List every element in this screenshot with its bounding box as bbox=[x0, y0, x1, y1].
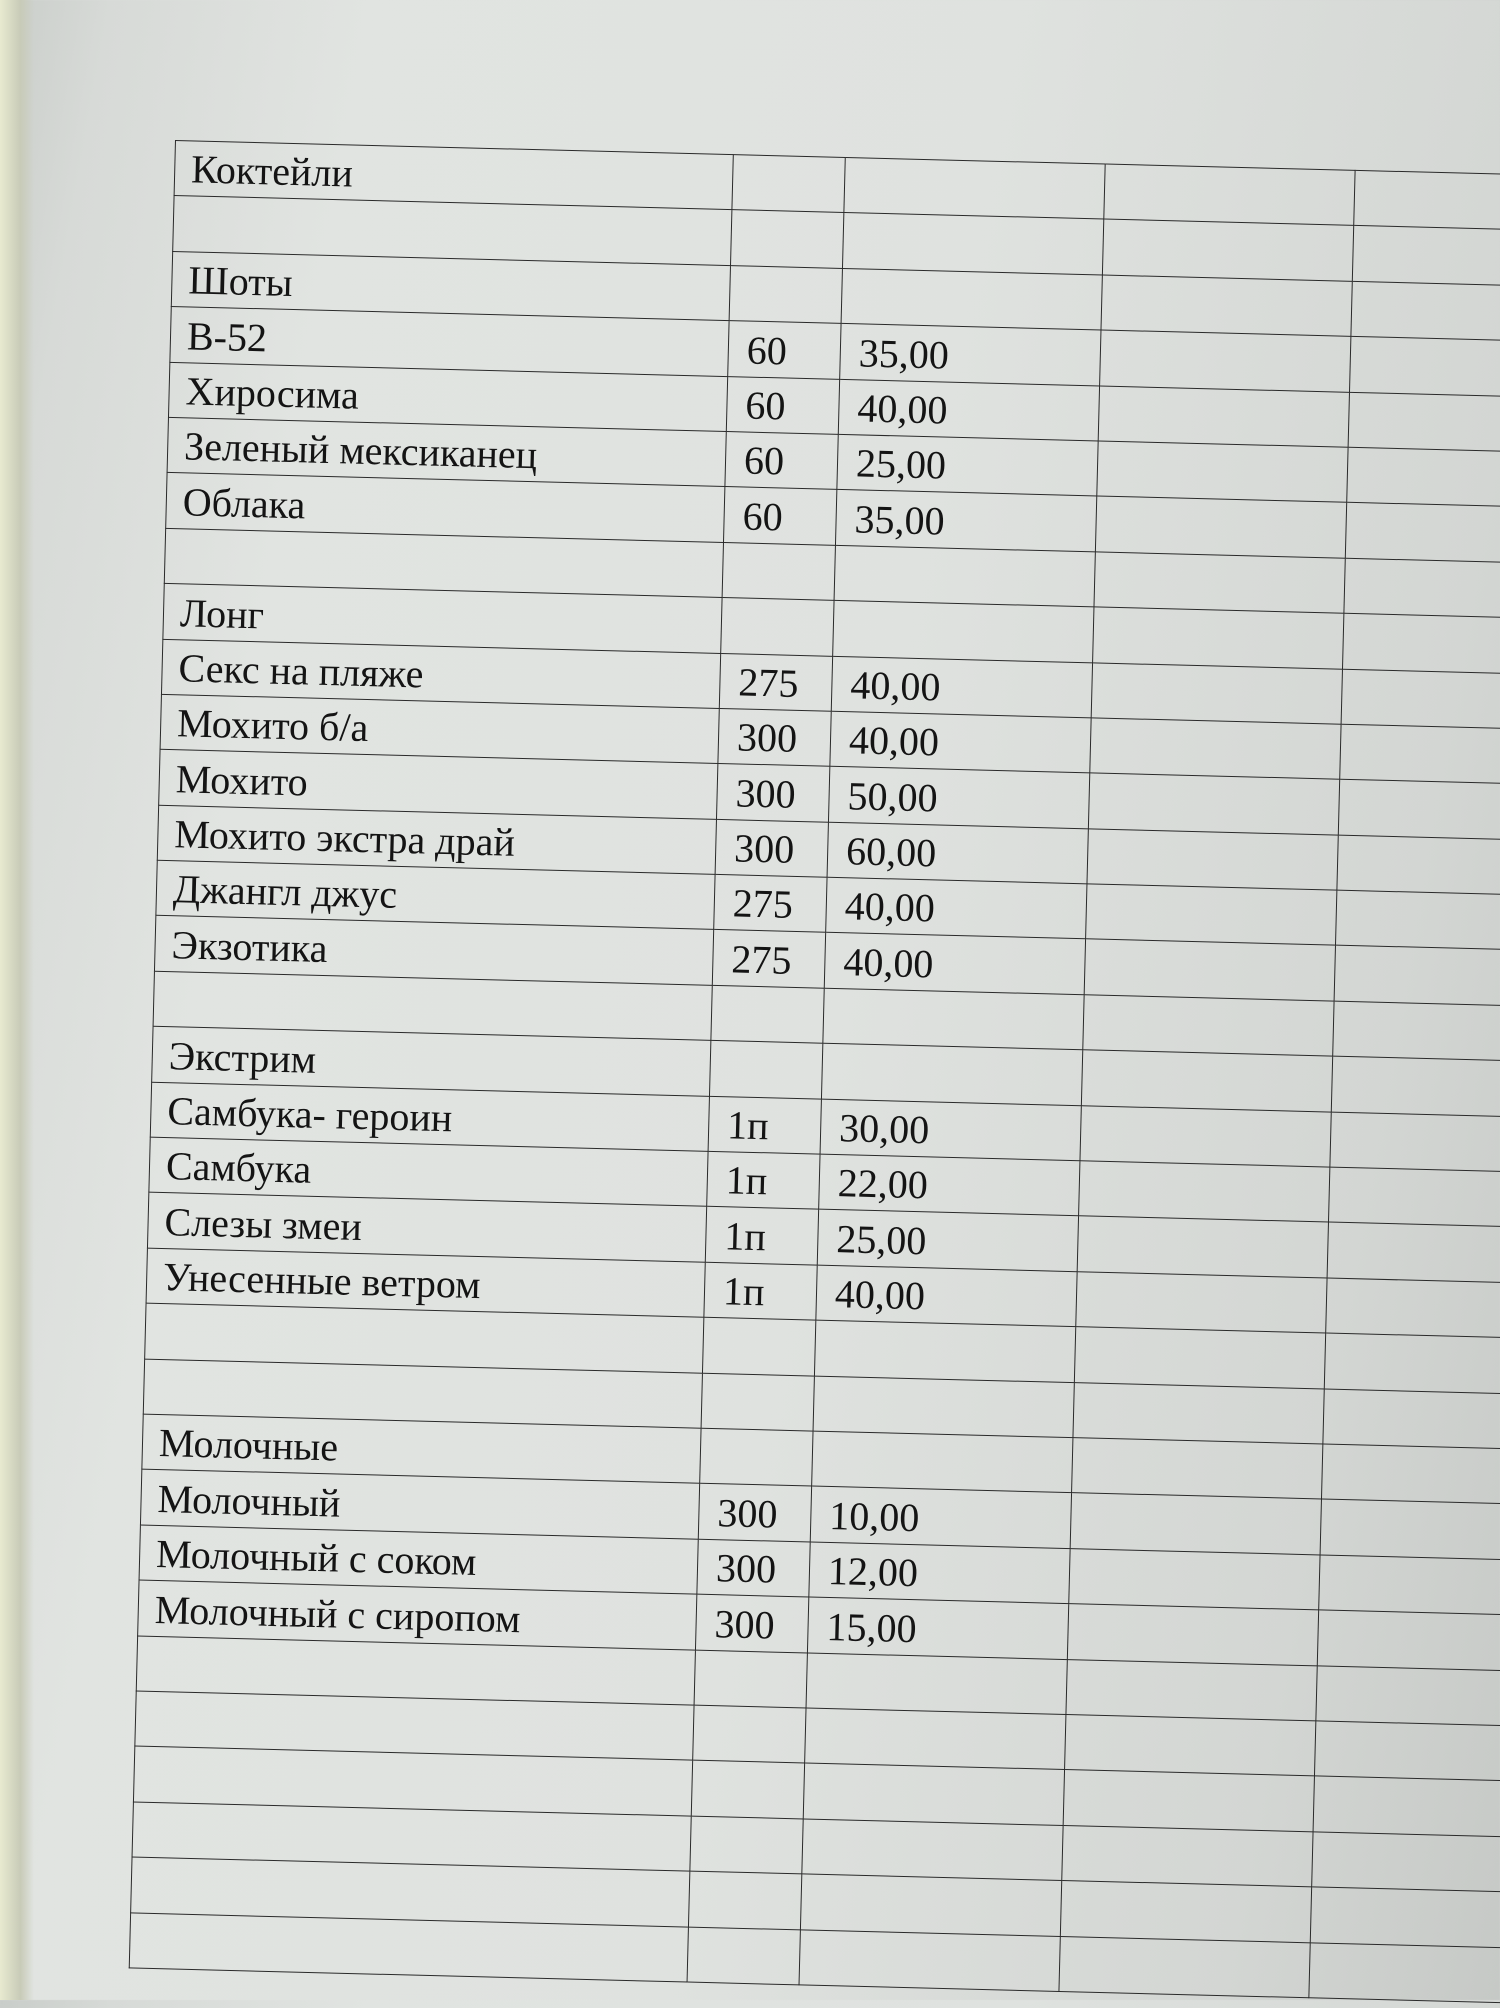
empty-cell bbox=[1065, 1714, 1316, 1776]
item-price-cell: 10,00 bbox=[810, 1486, 1071, 1548]
menu-sheet bbox=[129, 140, 1500, 2008]
empty-cell bbox=[1077, 1216, 1328, 1278]
item-name-cell: Молочный с сиропом bbox=[138, 1580, 697, 1649]
item-price-cell bbox=[833, 600, 1094, 662]
item-volume-cell: 60 bbox=[728, 321, 841, 379]
item-volume-cell: 300 bbox=[698, 1484, 811, 1542]
item-price-cell bbox=[800, 1874, 1061, 1936]
item-volume-cell: 300 bbox=[697, 1539, 810, 1597]
empty-cell bbox=[1091, 662, 1342, 724]
item-name-cell: Слезы змеи bbox=[147, 1193, 706, 1262]
cocktail-menu-table bbox=[129, 140, 1500, 2008]
item-volume-cell bbox=[687, 1927, 800, 1985]
item-volume-cell bbox=[709, 1041, 822, 1099]
menu-table-body bbox=[129, 141, 1500, 2008]
item-price-cell bbox=[805, 1708, 1066, 1770]
item-price-cell: 40,00 bbox=[826, 877, 1087, 939]
item-volume-cell bbox=[690, 1816, 803, 1874]
empty-cell bbox=[1066, 1659, 1317, 1721]
item-price-cell: 40,00 bbox=[816, 1265, 1077, 1327]
item-price-cell: 22,00 bbox=[819, 1154, 1080, 1216]
item-volume-cell: 1п bbox=[708, 1096, 821, 1154]
empty-cell bbox=[1074, 1327, 1325, 1389]
item-volume-cell: 300 bbox=[695, 1594, 808, 1652]
empty-cell bbox=[1063, 1770, 1314, 1832]
item-price-cell: 12,00 bbox=[809, 1542, 1070, 1604]
item-price-cell bbox=[813, 1376, 1074, 1438]
item-name-cell: Мохито экстра драй bbox=[157, 805, 716, 874]
item-price-cell bbox=[842, 213, 1103, 275]
item-volume-cell: 60 bbox=[726, 376, 839, 434]
empty-cell bbox=[1086, 884, 1337, 946]
empty-cell bbox=[1073, 1382, 1324, 1444]
empty-cell bbox=[1067, 1604, 1318, 1666]
item-name-cell: B-52 bbox=[170, 307, 729, 376]
item-name-cell: Унесенные ветром bbox=[146, 1248, 705, 1317]
item-volume-cell: 60 bbox=[723, 487, 836, 545]
item-name-cell: Экстрим bbox=[152, 1026, 711, 1095]
item-volume-cell bbox=[721, 598, 834, 656]
item-volume-cell bbox=[688, 1871, 801, 1929]
empty-cell bbox=[1069, 1548, 1320, 1610]
item-name-cell: Джангл джус bbox=[156, 860, 715, 929]
item-volume-cell: 275 bbox=[712, 930, 825, 988]
item-name-cell: Молочный с соком bbox=[139, 1525, 698, 1594]
empty-cell bbox=[1079, 1161, 1330, 1223]
item-volume-cell bbox=[729, 265, 842, 323]
item-volume-cell bbox=[701, 1373, 814, 1431]
item-volume-cell: 60 bbox=[725, 431, 838, 489]
item-price-cell: 40,00 bbox=[838, 379, 1099, 441]
item-price-cell: 15,00 bbox=[807, 1597, 1068, 1659]
item-name-cell: Экзотика bbox=[154, 916, 713, 985]
item-volume-cell: 300 bbox=[718, 708, 831, 766]
item-price-cell bbox=[802, 1819, 1063, 1881]
empty-cell bbox=[1098, 386, 1349, 448]
item-volume-cell: 300 bbox=[715, 819, 828, 877]
item-price-cell bbox=[814, 1320, 1075, 1382]
empty-cell bbox=[1094, 552, 1345, 614]
empty-cell bbox=[1097, 441, 1348, 503]
item-volume-cell bbox=[693, 1705, 806, 1763]
empty-cell bbox=[1309, 1942, 1500, 2007]
item-name-cell: Шоты bbox=[171, 251, 730, 320]
item-price-cell bbox=[841, 268, 1102, 330]
item-price-cell: 40,00 bbox=[824, 933, 1085, 995]
empty-cell bbox=[1062, 1825, 1313, 1887]
item-name-cell: Молочный bbox=[140, 1469, 699, 1538]
empty-cell bbox=[1081, 1050, 1332, 1112]
item-name-cell: Самбука bbox=[149, 1137, 708, 1206]
item-price-cell bbox=[821, 1043, 1082, 1105]
item-volume-cell bbox=[731, 210, 844, 268]
item-price-cell: 50,00 bbox=[828, 767, 1089, 829]
empty-cell bbox=[1095, 496, 1346, 558]
item-volume-cell bbox=[722, 542, 835, 600]
item-name-cell: Хиросима bbox=[168, 362, 727, 431]
item-volume-cell: 1п bbox=[705, 1207, 818, 1265]
empty-cell bbox=[1102, 219, 1353, 281]
item-name-cell: Облака bbox=[166, 473, 725, 542]
item-name-cell: Молочные bbox=[142, 1414, 701, 1483]
item-price-cell bbox=[844, 157, 1105, 219]
empty-cell bbox=[1076, 1272, 1327, 1334]
item-name-cell: Коктейли bbox=[174, 141, 733, 210]
empty-cell bbox=[1084, 939, 1335, 1001]
item-name-cell: Лонг bbox=[163, 583, 722, 652]
item-price-cell: 30,00 bbox=[820, 1099, 1081, 1161]
item-volume-cell bbox=[732, 155, 845, 213]
item-volume-cell bbox=[700, 1428, 813, 1486]
empty-cell bbox=[1070, 1493, 1321, 1555]
item-price-cell: 25,00 bbox=[837, 434, 1098, 496]
empty-cell bbox=[1101, 275, 1352, 337]
item-price-cell bbox=[823, 988, 1084, 1050]
item-price-cell: 35,00 bbox=[840, 324, 1101, 386]
item-volume-cell bbox=[711, 985, 824, 1043]
empty-cell bbox=[1093, 607, 1344, 669]
item-name-cell: Зеленый мексиканец bbox=[167, 417, 726, 486]
item-volume-cell: 1п bbox=[704, 1262, 817, 1320]
empty-cell bbox=[1072, 1438, 1323, 1500]
item-name-cell: Мохито б/а bbox=[160, 694, 719, 763]
empty-cell bbox=[1083, 995, 1334, 1057]
item-price-cell: 25,00 bbox=[817, 1210, 1078, 1272]
empty-cell bbox=[1087, 829, 1338, 891]
item-price-cell bbox=[806, 1653, 1067, 1715]
item-price-cell: 40,00 bbox=[831, 656, 1092, 718]
item-price-cell bbox=[803, 1763, 1064, 1825]
item-price-cell: 35,00 bbox=[835, 490, 1096, 552]
item-volume-cell bbox=[691, 1760, 804, 1818]
empty-cell bbox=[1100, 330, 1351, 392]
item-price-cell bbox=[799, 1929, 1060, 1991]
item-name-cell: Мохито bbox=[159, 750, 718, 819]
empty-cell bbox=[1060, 1881, 1311, 1943]
item-volume-cell bbox=[702, 1317, 815, 1375]
item-volume-cell: 275 bbox=[714, 874, 827, 932]
empty-cell bbox=[1088, 773, 1339, 835]
empty-cell bbox=[1059, 1936, 1310, 1998]
item-price-cell bbox=[834, 545, 1095, 607]
item-volume-cell bbox=[694, 1650, 807, 1708]
item-volume-cell: 275 bbox=[719, 653, 832, 711]
empty-cell bbox=[1090, 718, 1341, 780]
item-volume-cell: 1п bbox=[707, 1151, 820, 1209]
item-price-cell bbox=[812, 1431, 1073, 1493]
empty-cell bbox=[1080, 1105, 1331, 1167]
empty-cell bbox=[1104, 164, 1355, 226]
item-price-cell: 40,00 bbox=[830, 711, 1091, 773]
item-price-cell: 60,00 bbox=[827, 822, 1088, 884]
item-name-cell: Самбука- героин bbox=[150, 1082, 709, 1151]
item-volume-cell: 300 bbox=[716, 764, 829, 822]
item-name-cell: Секс на пляже bbox=[161, 639, 720, 708]
page-edge bbox=[0, 0, 34, 2000]
